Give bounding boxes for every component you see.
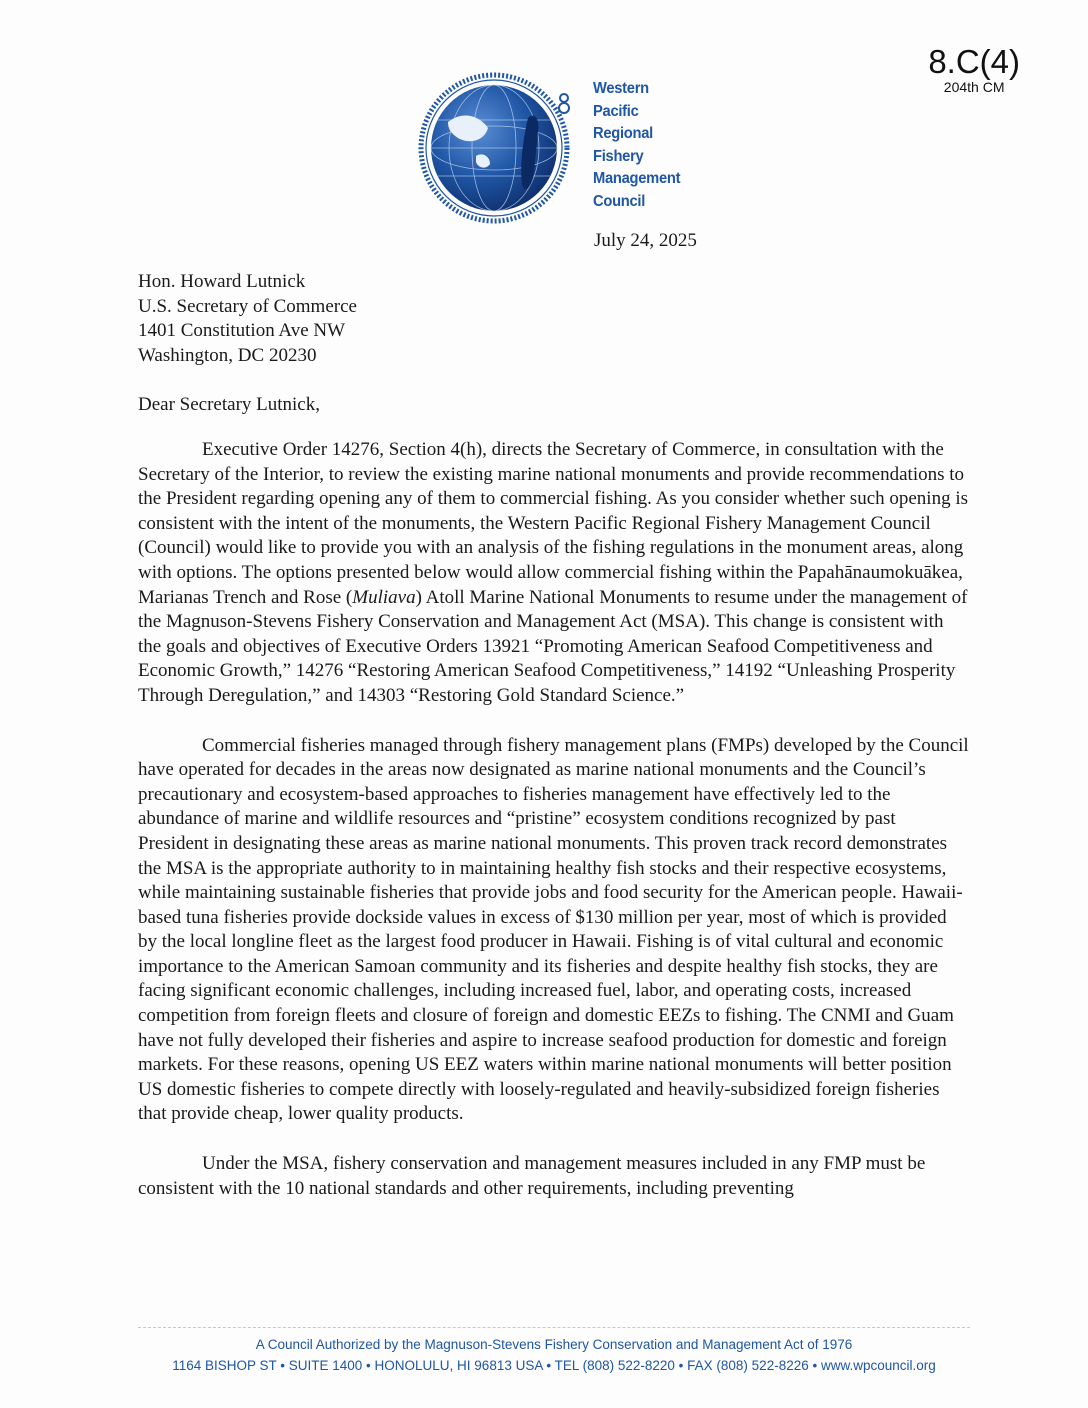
org-line: Pacific xyxy=(593,102,639,120)
italic-term: Muliava xyxy=(352,586,416,608)
org-line: Fishery xyxy=(593,147,644,165)
body-paragraph: Executive Order 14276, Section 4(h), directs the Secretary of Commerce, in consultation with the Secretary of the Interior, to review the existing marine national monuments and provide recommendations to the President regarding opening any of them to commercial fishing. As you consider whether such opening is consistent with the intent of the monuments, the Western Pacific Regional Fishery Management Council (Council) would like to provide you with an analysis of the fishing regulations in the monument areas, along with options. The options presented below would allow commercial fishing within the Papahānaumokuākea, Marianas Trench and Rose (Muliava) Atoll Marine National Monuments to resume under the management of the Magnuson-Stevens Fishery Conservation and Management Act (MSA). This change is consistent with the goals and objectives of Executive Orders 13921 “Promoting American Seafood Competitiveness and Economic Growth,” 14276 “Restoring American Seafood Competitiveness,” 14192 “Unleashing Prosperity Through Deregulation,” and 14303 “Restoring Gold Standard Science.” xyxy=(138,439,969,706)
body-paragraph: Under the MSA, fishery conservation and management measures included in any FMP must be consistent with the 10 national standards and other requirements, including preventing xyxy=(138,1153,926,1199)
footer-authority: A Council Authorized by the Magnuson-Stevens Fishery Conservation and Management Act of 1976 xyxy=(255,1337,853,1352)
org-line: Management xyxy=(593,170,681,188)
letter-date: July 24, 2025 xyxy=(594,230,697,251)
address-line: 1401 Constitution Ave NW xyxy=(138,320,346,342)
org-line: Western xyxy=(593,80,649,97)
footer-contact: 1164 BISHOP ST • SUITE 1400 • HONOLULU, HI 96813 USA • TEL (808) 522-8220 • FAX (808) 522-8226 • www.wpcouncil.org xyxy=(172,1358,936,1373)
page-label-code: 8.C(4) xyxy=(928,43,1020,80)
org-line: Regional xyxy=(593,125,653,143)
footer-divider xyxy=(138,1327,970,1328)
page-label-sub: 204th CM xyxy=(943,79,1005,95)
address-line: Hon. Howard Lutnick xyxy=(138,271,306,292)
letter-body xyxy=(138,438,970,1226)
org-line: Council xyxy=(593,192,646,210)
council-logo-icon xyxy=(418,72,578,224)
body-paragraph: Commercial fisheries managed through fishery management plans (FMPs) developed by the Council have operated for decades in the areas now designated as marine national monuments and the Council’s precautionary and ecosystem-based approaches to fisheries management have effectively led to the abundance of marine and wildlife resources and “pristine” ecosystem conditions recognized by past President in designating these areas as marine national monuments. This proven track record demonstrates the MSA is the appropriate authority to in maintaining healthy fish stocks and their respective ecosystems, while maintaining sustainable fisheries that provide jobs and food security for the American people. Hawaii-based tuna fisheries provide dockside values in excess of $130 million per year, most of which is provided by the local longline fleet as the largest food producer in Hawaii. Fishing is of vital cultural and economic importance to the American Samoan community and its fisheries and despite healthy fish stocks, they are facing significant economic challenges, including increased fuel, labor, and operating costs, increased competition from foreign fleets and closure of foreign and domestic EEZs to fishing. The CNMI and Guam have not fully developed their fisheries and aspire to increase seafood production for domestic and foreign markets. For these reasons, opening US EEZ waters within marine national monuments will better position US domestic fisheries to compete directly with loosely-regulated and heavily-subsidized foreign fisheries that provide cheap, lower quality products. xyxy=(138,734,969,1125)
salutation: Dear Secretary Lutnick, xyxy=(138,394,320,415)
address-line: U.S. Secretary of Commerce xyxy=(138,295,357,317)
address-line: Washington, DC 20230 xyxy=(138,344,317,366)
recipient-address xyxy=(138,270,357,368)
page-label xyxy=(928,44,1020,94)
organization-name xyxy=(593,78,688,214)
